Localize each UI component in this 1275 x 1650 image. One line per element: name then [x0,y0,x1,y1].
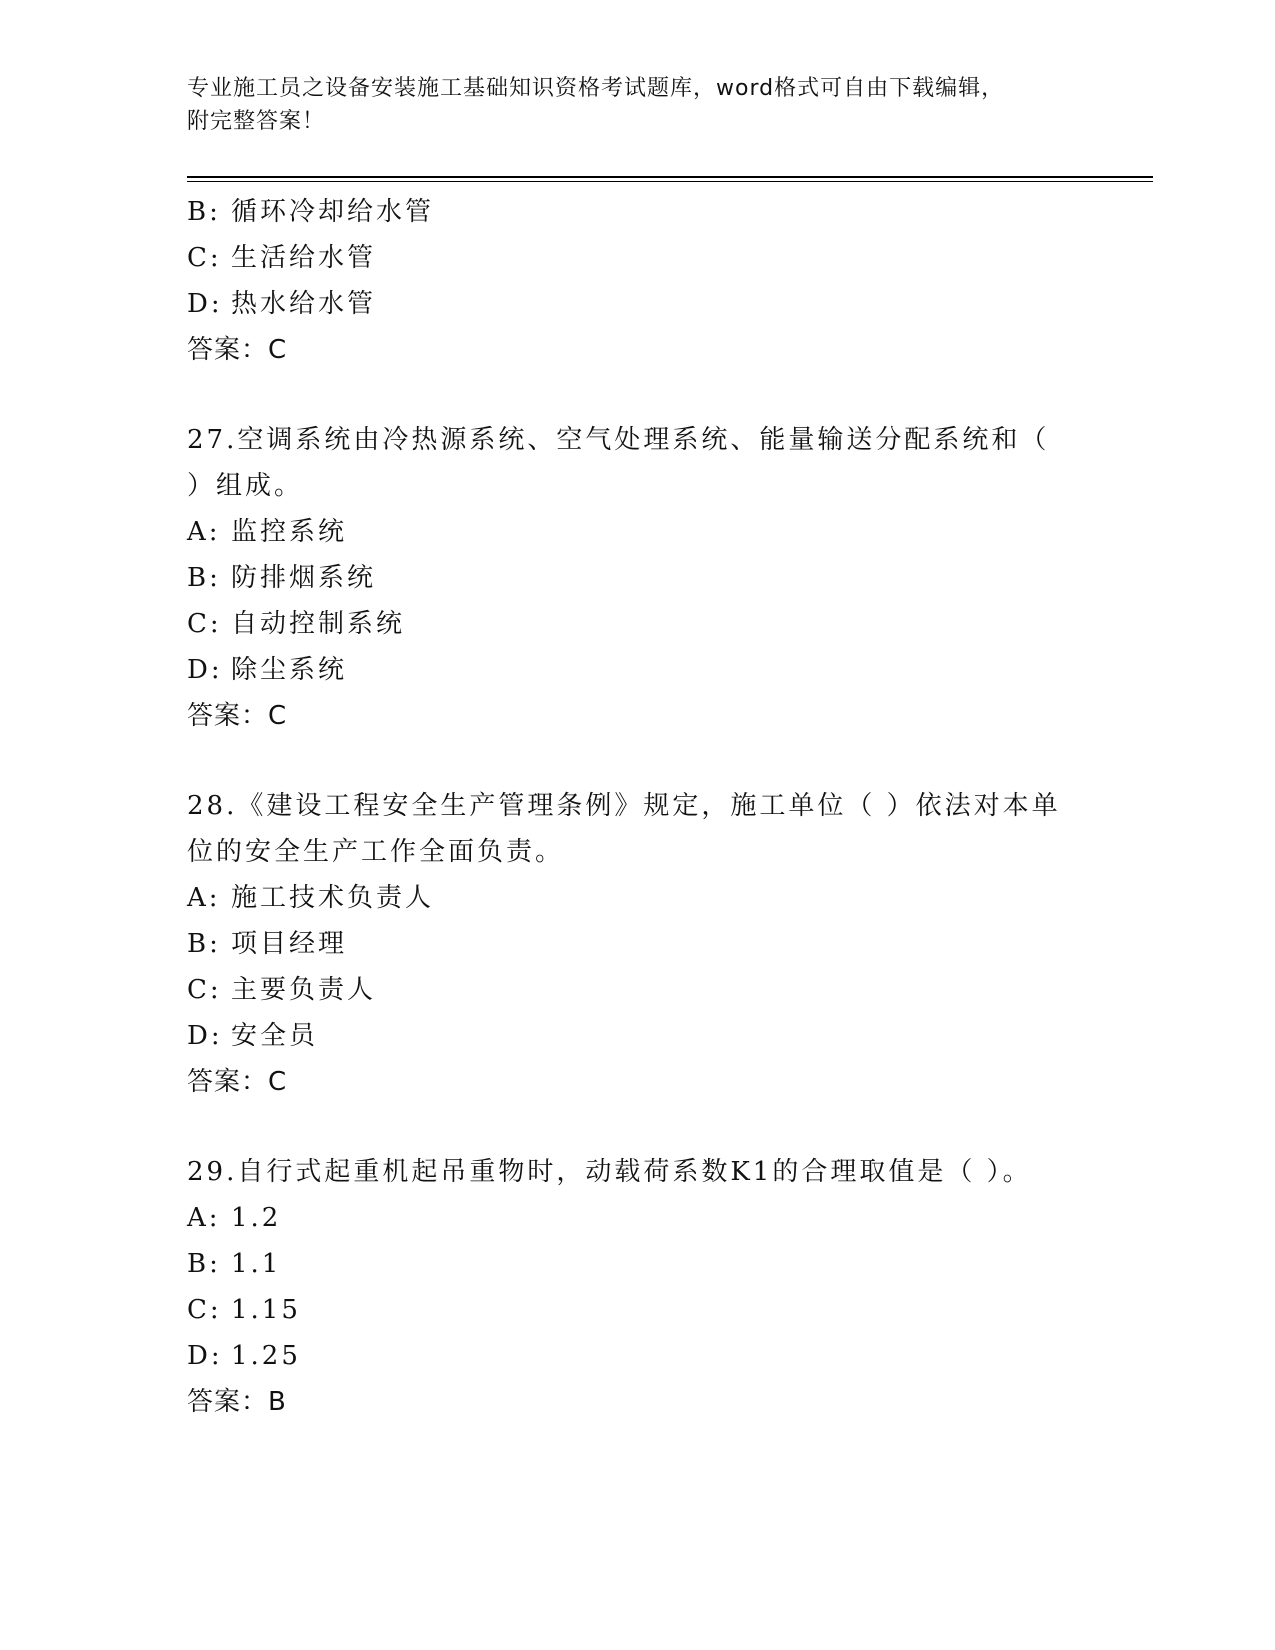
option-d: D: 除尘系统 [187,655,348,685]
answer-line: 答案：B [187,1387,287,1417]
option-d: D: 安全员 [187,1021,319,1051]
question-list [187,189,1067,1425]
option-a: A: 监控系统 [187,517,348,547]
answer-line: 答案：C [187,1067,288,1097]
answer-line: 答案：C [187,701,288,731]
option-d: D: 热水给水管 [187,289,377,319]
option-c: C: 生活给水管 [187,243,377,273]
option-c: C: 1.15 [187,1295,301,1325]
question-text-line: 27.空调系统由冷热源系统、空气处理系统、能量输送分配系统和（ [187,425,1050,455]
question-29 [187,1149,1067,1425]
option-d: D: 1.25 [187,1341,301,1371]
option-b: B: 项目经理 [187,929,348,959]
answer-line: 答案：C [187,335,288,365]
header-divider-thin [187,181,1153,182]
question-text-line: ）组成。 [187,471,304,501]
option-b: B: 循环冷却给水管 [187,197,435,227]
option-b: B: 防排烟系统 [187,563,377,593]
header-line-2: 附完整答案！ [187,109,326,134]
option-b: B: 1.1 [187,1249,282,1279]
option-c: C: 自动控制系统 [187,609,406,639]
option-c: C: 主要负责人 [187,975,377,1005]
document-header [187,72,1067,138]
question-text-line: 位的安全生产工作全面负责。 [187,837,565,867]
option-a: A: 施工技术负责人 [187,883,435,913]
option-a: A: 1.2 [187,1203,282,1233]
header-divider-thick [187,176,1153,178]
question-text-line: 28.《建设工程安全生产管理条例》规定，施工单位（ ）依法对本单 [187,791,1061,821]
header-line-1: 专业施工员之设备安装施工基础知识资格考试题库，word格式可自由下载编辑， [187,76,1005,101]
question-27 [187,417,1067,739]
question-text-line: 29.自行式起重机起吊重物时，动载荷系数K1的合理取值是（ ）。 [187,1157,1032,1187]
question-28 [187,783,1067,1105]
previous-question-tail [187,189,1067,373]
